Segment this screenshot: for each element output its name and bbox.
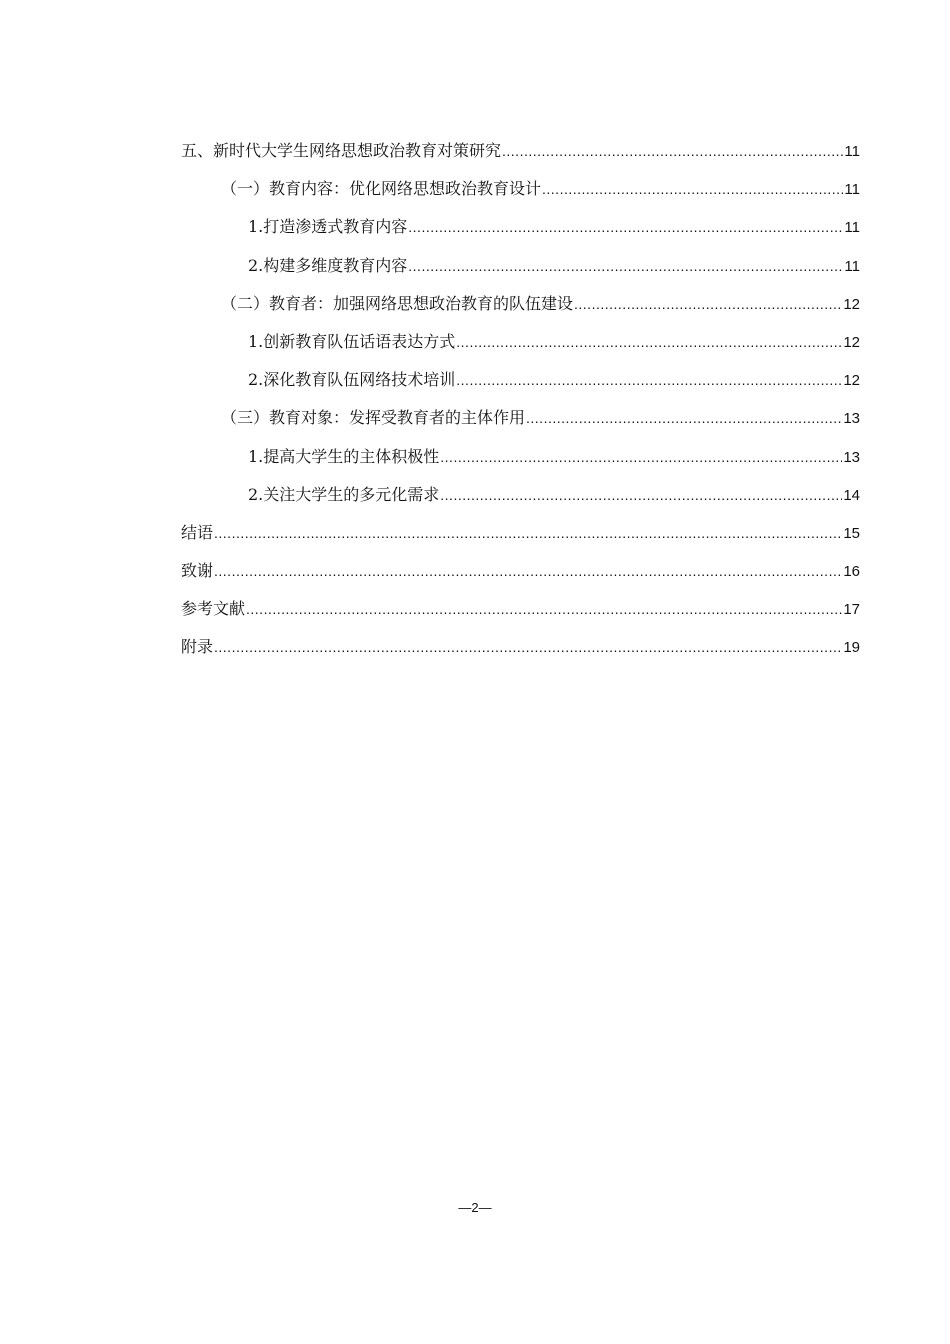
toc-entry-page: 11 (844, 181, 860, 199)
toc-dot-leader (214, 518, 842, 548)
toc-dot-leader (526, 403, 842, 433)
toc-entry-title: 结语 (181, 522, 214, 542)
toc-entry[interactable] (181, 632, 860, 670)
toc-entry-title: 1.提高大学生的主体积极性 (248, 446, 440, 466)
toc-dot-leader (502, 136, 843, 166)
toc-entry-title: 2.关注大学生的多元化需求 (248, 484, 440, 504)
toc-entry-page: 11 (844, 219, 860, 237)
toc-entry[interactable] (181, 251, 860, 289)
toc-entry[interactable] (181, 594, 860, 632)
toc-dot-leader (542, 174, 843, 204)
toc-dot-leader (440, 442, 842, 472)
toc-entry-page: 19 (843, 639, 860, 657)
toc-entry-page: 13 (843, 410, 860, 428)
toc-entry-page: 12 (843, 295, 860, 313)
toc-entry-title: （二）教育者：加强网络思想政治教育的队伍建设 (221, 293, 574, 313)
toc-entry[interactable] (181, 403, 860, 441)
toc-dot-leader (456, 365, 842, 395)
table-of-contents (181, 136, 860, 671)
toc-dot-leader (408, 251, 843, 281)
toc-dot-leader (214, 632, 842, 662)
toc-entry-title: 1.打造渗透式教育内容 (248, 217, 408, 237)
toc-entry-title: 五、新时代大学生网络思想政治教育对策研究 (181, 141, 502, 160)
toc-entry-page: 14 (843, 486, 860, 504)
toc-entry-page: 17 (843, 601, 860, 619)
toc-entry[interactable] (181, 480, 860, 518)
toc-entry-page: 16 (843, 563, 860, 581)
toc-dot-leader (456, 327, 842, 357)
toc-entry[interactable] (181, 289, 860, 327)
toc-entry-title: 附录 (181, 637, 214, 657)
toc-entry-title: 2.构建多维度教育内容 (248, 255, 408, 275)
toc-entry[interactable] (181, 174, 860, 212)
toc-dot-leader (408, 212, 843, 242)
toc-entry-title: 致谢 (181, 561, 214, 581)
toc-entry-title: 2.深化教育队伍网络技术培训 (248, 370, 456, 390)
toc-entry-page: 11 (844, 143, 860, 160)
toc-entry-page: 11 (844, 257, 860, 275)
toc-entry[interactable] (181, 442, 860, 480)
toc-entry-page: 12 (843, 372, 860, 390)
toc-dot-leader (574, 289, 842, 319)
toc-entry-title: （一）教育内容：优化网络思想政治教育设计 (221, 179, 542, 199)
toc-dot-leader (246, 594, 842, 624)
toc-entry-page: 15 (843, 524, 860, 542)
toc-entry[interactable] (181, 365, 860, 403)
toc-entry[interactable] (181, 556, 860, 594)
toc-entry-title: 1.创新教育队伍话语表达方式 (248, 331, 456, 351)
toc-entry-page: 13 (843, 448, 860, 466)
toc-entry[interactable] (181, 327, 860, 365)
toc-dot-leader (440, 480, 842, 510)
page-number: —2— (458, 1200, 492, 1215)
toc-entry[interactable] (181, 212, 860, 250)
toc-entry-page: 12 (843, 333, 860, 351)
toc-entry[interactable] (181, 518, 860, 556)
toc-entry[interactable] (181, 136, 860, 174)
toc-entry-title: （三）教育对象：发挥受教育者的主体作用 (221, 408, 526, 428)
toc-dot-leader (214, 556, 842, 586)
toc-entry-title: 参考文献 (181, 599, 246, 619)
